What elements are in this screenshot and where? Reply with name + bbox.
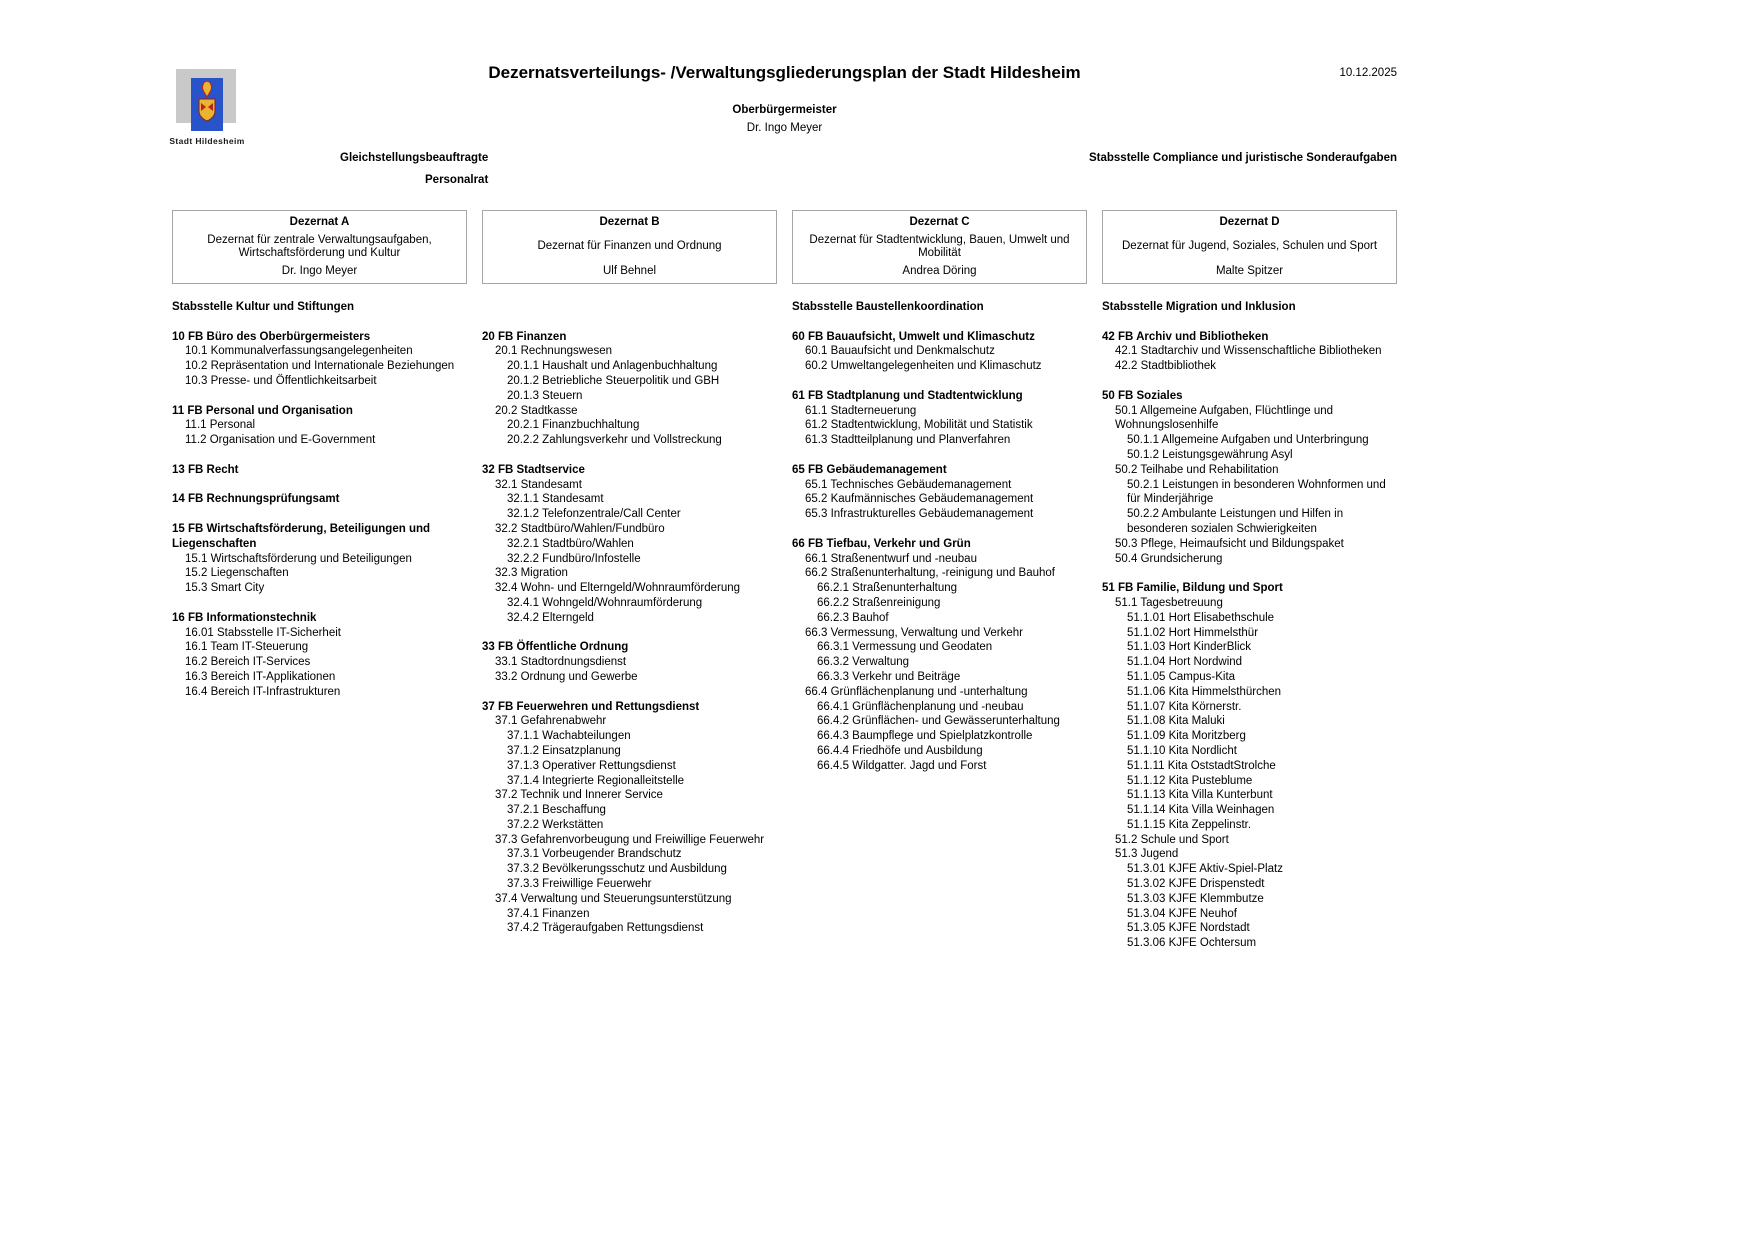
org-unit-item: 51.1.08 Kita Maluki bbox=[1127, 715, 1225, 728]
org-unit-item: 51.1.01 Hort Elisabethschule bbox=[1127, 611, 1275, 624]
org-unit-item: 51.1.10 Kita Nordlicht bbox=[1127, 744, 1237, 757]
org-unit-item: 15.2 Liegenschaften bbox=[185, 567, 289, 580]
staff-equal-opportunity-label: Gleichstellungsbeauftragte bbox=[340, 152, 489, 164]
org-unit-item: 10 FB Büro des Oberbürgermeisters bbox=[172, 330, 371, 343]
org-unit-item: 66.4.4 Friedhöfe und Ausbildung bbox=[817, 744, 983, 757]
mayor-title: Oberbürgermeister bbox=[732, 104, 837, 116]
dezernat-c-org-list bbox=[792, 300, 1087, 774]
org-unit-item: 51.2 Schule und Sport bbox=[1115, 833, 1229, 846]
org-unit-item: 16.01 Stabsstelle IT-Sicherheit bbox=[185, 626, 341, 639]
org-unit-item: 51.1.07 Kita Körnerstr. bbox=[1127, 700, 1242, 713]
org-unit-item: 37.2 Technik und Innerer Service bbox=[495, 789, 663, 802]
org-unit-item: 51.1.04 Hort Nordwind bbox=[1127, 656, 1243, 669]
org-section bbox=[1102, 330, 1397, 374]
org-unit-item: 33 FB Öffentliche Ordnung bbox=[482, 641, 629, 654]
org-section bbox=[792, 389, 1087, 448]
org-unit-item: 32.3 Migration bbox=[495, 567, 568, 580]
org-unit-item: 37.3.3 Freiwillige Feuerwehr bbox=[507, 878, 652, 891]
org-unit-item: 14 FB Rechnungsprüfungsamt bbox=[172, 493, 340, 506]
org-section bbox=[482, 300, 777, 315]
org-unit-item: 37.2.1 Beschaffung bbox=[507, 804, 606, 817]
org-unit-item: 51.3.05 KJFE Nordstadt bbox=[1127, 922, 1250, 935]
org-unit-item: 15.1 Wirtschaftsförderung und Beteiligungen bbox=[185, 552, 412, 565]
dezernat-box-title: Dezernat B bbox=[599, 216, 660, 228]
org-unit-item: 37.3.1 Vorbeugender Brandschutz bbox=[507, 848, 682, 861]
org-unit-item: 20.2.2 Zahlungsverkehr und Vollstreckung bbox=[507, 434, 722, 447]
org-unit-item: 37.2.2 Werkstätten bbox=[507, 818, 604, 831]
dezernat-box-description: Dezernat für Jugend, Soziales, Schulen und Sport bbox=[1121, 240, 1378, 253]
dezernat-box-head-name: Malte Spitzer bbox=[1215, 264, 1284, 277]
dezernat-box-description: Dezernat für zentrale Verwaltungsaufgaben, Wirtschaftsförderung und Kultur bbox=[207, 233, 432, 259]
org-unit-item: Stabsstelle Baustellenkoordination bbox=[792, 301, 984, 313]
org-unit-item: 20.1.2 Betriebliche Steuerpolitik und GBH bbox=[507, 374, 720, 387]
org-unit-item: 66.3.1 Vermessung und Geodaten bbox=[817, 641, 993, 654]
org-unit-item: 51.3.04 KJFE Neuhof bbox=[1127, 907, 1237, 920]
org-unit-item: 50.2.1 Leistungen in besonderen Wohnformen und für Minderjährige bbox=[1127, 478, 1386, 506]
org-unit-item: 51.1.13 Kita Villa Kunterbunt bbox=[1127, 789, 1273, 802]
org-unit-item: 61 FB Stadtplanung und Stadtentwicklung bbox=[792, 389, 1023, 402]
dezernat-column-d bbox=[1102, 210, 1397, 966]
org-section bbox=[482, 700, 777, 937]
org-unit-item: 37.3.2 Bevölkerungsschutz und Ausbildung bbox=[507, 863, 727, 876]
org-section bbox=[1102, 389, 1397, 567]
org-unit-item: 32.1.2 Telefonzentrale/Call Center bbox=[507, 508, 681, 521]
org-unit-item: 50 FB Soziales bbox=[1102, 389, 1183, 402]
org-section bbox=[172, 611, 467, 700]
org-unit-item: 33.2 Ordnung und Gewerbe bbox=[495, 670, 638, 683]
org-unit-item: 66.2.3 Bauhof bbox=[817, 611, 889, 624]
org-unit-item: 50.1.1 Allgemeine Aufgaben und Unterbringung bbox=[1127, 434, 1369, 447]
org-unit-item: 60.2 Umweltangelegenheiten und Klimaschutz bbox=[805, 360, 1042, 373]
org-unit-item: 16.1 Team IT-Steuerung bbox=[185, 641, 309, 654]
dezernat-box-description: Dezernat für Stadtentwicklung, Bauen, Umwelt und Mobilität bbox=[809, 233, 1070, 259]
org-unit-item: 32.4.2 Elterngeld bbox=[507, 611, 594, 624]
org-unit-item: 20 FB Finanzen bbox=[482, 330, 567, 343]
dezernat-box-head-name: Andrea Döring bbox=[902, 264, 977, 277]
org-unit-item: 51 FB Familie, Bildung und Sport bbox=[1102, 582, 1283, 595]
org-unit-item: 32.2 Stadtbüro/Wahlen/Fundbüro bbox=[495, 522, 665, 535]
org-section bbox=[172, 404, 467, 448]
org-unit-item: 66.4 Grünflächenplanung und -unterhaltung bbox=[805, 685, 1028, 698]
org-unit-item: 66.4.3 Baumpflege und Spielplatzkontrolle bbox=[817, 730, 1033, 743]
org-unit-item: 66.4.2 Grünflächen- und Gewässerunterhaltung bbox=[817, 715, 1060, 728]
org-unit-item: 66.2 Straßenunterhaltung, -reinigung und Bauhof bbox=[805, 567, 1055, 580]
org-unit-item: Stabsstelle Migration und Inklusion bbox=[1102, 301, 1296, 313]
dezernat-a-box bbox=[172, 210, 467, 284]
org-unit-item: 37.4.1 Finanzen bbox=[507, 907, 590, 920]
org-unit-item: 51.1.06 Kita Himmelsthürchen bbox=[1127, 685, 1282, 698]
org-unit-item: 32 FB Stadtservice bbox=[482, 463, 585, 476]
org-unit-item: 51.1.14 Kita Villa Weinhagen bbox=[1127, 804, 1275, 817]
org-unit-item: 42.2 Stadtbibliothek bbox=[1115, 360, 1217, 373]
org-unit-item: 20.2.1 Finanzbuchhaltung bbox=[507, 419, 640, 432]
org-unit-item: 51.1.11 Kita OststadtStrolche bbox=[1127, 759, 1276, 772]
org-unit-item: 66 FB Tiefbau, Verkehr und Grün bbox=[792, 537, 971, 550]
dezernat-box-title: Dezernat C bbox=[909, 216, 970, 228]
org-unit-item: 10.3 Presse- und Öffentlichkeitsarbeit bbox=[185, 374, 377, 387]
org-section bbox=[172, 463, 467, 478]
org-unit-item: 50.3 Pflege, Heimaufsicht und Bildungspaket bbox=[1115, 537, 1344, 550]
org-unit-item: 32.1.1 Standesamt bbox=[507, 493, 604, 506]
org-unit-item: 51.1.12 Kita Pusteblume bbox=[1127, 774, 1253, 787]
org-unit-item: 66.4.5 Wildgatter. Jagd und Forst bbox=[817, 759, 987, 772]
org-unit-item: 37.1.2 Einsatzplanung bbox=[507, 744, 621, 757]
org-section bbox=[172, 300, 467, 315]
org-unit-item: 50.4 Grundsicherung bbox=[1115, 552, 1223, 565]
org-unit-item: 50.2 Teilhabe und Rehabilitation bbox=[1115, 463, 1279, 476]
org-unit-item: 10.2 Repräsentation und Internationale Beziehungen bbox=[185, 360, 455, 373]
org-unit-item: 37.4.2 Trägeraufgaben Rettungsdienst bbox=[507, 922, 704, 935]
org-unit-item: 65.3 Infrastrukturelles Gebäudemanagement bbox=[805, 508, 1034, 521]
dezernat-box-title: Dezernat D bbox=[1219, 216, 1280, 228]
org-unit-item: 11.2 Organisation und E-Government bbox=[185, 434, 376, 447]
org-unit-item: 10.1 Kommunalverfassungsangelegenheiten bbox=[185, 345, 413, 358]
org-unit-item: 65.1 Technisches Gebäudemanagement bbox=[805, 478, 1012, 491]
org-unit-item: 37.1.1 Wachabteilungen bbox=[507, 730, 631, 743]
org-unit-item: 20.2 Stadtkasse bbox=[495, 404, 578, 417]
org-unit-item: 66.4.1 Grünflächenplanung und -neubau bbox=[817, 700, 1024, 713]
org-section bbox=[1102, 581, 1397, 951]
org-unit-item: 37.3 Gefahrenvorbeugung und Freiwillige Feuerwehr bbox=[495, 833, 765, 846]
org-unit-item: 51.3.02 KJFE Drispenstedt bbox=[1127, 878, 1265, 891]
dezernat-d-org-list bbox=[1102, 300, 1397, 951]
org-section bbox=[172, 522, 467, 596]
org-unit-item: 66.2.1 Straßenunterhaltung bbox=[817, 582, 958, 595]
org-unit-item: 20.1 Rechnungswesen bbox=[495, 345, 612, 358]
org-unit-item: 32.1 Standesamt bbox=[495, 478, 582, 491]
org-unit-item: 37 FB Feuerwehren und Rettungsdienst bbox=[482, 700, 700, 713]
date-label: 10.12.2025 bbox=[1339, 67, 1397, 79]
org-unit-item: 33.1 Stadtordnungsdienst bbox=[495, 656, 627, 669]
org-unit-item: 61.1 Stadterneuerung bbox=[805, 404, 917, 417]
org-unit-item: 37.4 Verwaltung und Steuerungsunterstützung bbox=[495, 892, 732, 905]
org-section bbox=[792, 300, 1087, 315]
org-unit-item: 42.1 Stadtarchiv und Wissenschaftliche Bibliotheken bbox=[1115, 345, 1382, 358]
org-unit-item: 32.4.1 Wohngeld/Wohnraumförderung bbox=[507, 596, 703, 609]
org-unit-item: 51.3.03 KJFE Klemmbutze bbox=[1127, 892, 1264, 905]
dezernat-a-org-list bbox=[172, 300, 467, 700]
org-unit-item: 51.3 Jugend bbox=[1115, 848, 1179, 861]
org-unit-item: 66.1 Straßenentwurf und -neubau bbox=[805, 552, 977, 565]
logo-caption: Stadt Hildesheim bbox=[169, 136, 245, 146]
org-unit-item: 50.2.2 Ambulante Leistungen und Hilfen in besonderen sozialen Schwierigkeiten bbox=[1127, 508, 1344, 535]
org-unit-item: 61.2 Stadtentwicklung, Mobilität und Statistik bbox=[805, 419, 1033, 432]
org-unit-item: 65 FB Gebäudemanagement bbox=[792, 463, 947, 476]
mayor-name: Dr. Ingo Meyer bbox=[746, 122, 823, 134]
org-unit-item: 66.3.3 Verkehr und Beiträge bbox=[817, 670, 961, 683]
dezernat-column-b bbox=[482, 210, 777, 951]
org-unit-item: 51.1 Tagesbetreuung bbox=[1115, 596, 1223, 609]
org-unit-item: 32.2.2 Fundbüro/Infostelle bbox=[507, 552, 641, 565]
org-section bbox=[172, 492, 467, 507]
org-unit-item: 51.1.09 Kita Moritzberg bbox=[1127, 730, 1246, 743]
org-unit-item: 37.1.4 Integrierte Regionalleitstelle bbox=[507, 774, 685, 787]
org-section bbox=[172, 330, 467, 389]
org-unit-item: 16.4 Bereich IT-Infrastrukturen bbox=[185, 685, 341, 698]
staff-personnel-council-label: Personalrat bbox=[425, 174, 489, 186]
org-unit-item: 32.2.1 Stadtbüro/Wahlen bbox=[507, 537, 634, 550]
org-section bbox=[1102, 300, 1397, 315]
org-unit-item: 51.3.01 KJFE Aktiv-Spiel-Platz bbox=[1127, 863, 1283, 876]
dezernat-b-box bbox=[482, 210, 777, 284]
dezernat-b-org-list bbox=[482, 300, 777, 936]
org-unit-item: 60 FB Bauaufsicht, Umwelt und Klimaschutz bbox=[792, 330, 1035, 343]
dezernat-box-title: Dezernat A bbox=[289, 216, 350, 228]
dezernat-box-head-name: Dr. Ingo Meyer bbox=[281, 264, 358, 277]
dezernat-box-description: Dezernat für Finanzen und Ordnung bbox=[537, 240, 722, 253]
org-section bbox=[482, 463, 777, 626]
org-unit-item: 66.3.2 Verwaltung bbox=[817, 656, 910, 669]
org-unit-item: 32.4 Wohn- und Elterngeld/Wohnraumförderung bbox=[495, 582, 741, 595]
dezernat-c-box bbox=[792, 210, 1087, 284]
org-unit-item: 65.2 Kaufmännisches Gebäudemanagement bbox=[805, 493, 1034, 506]
dezernat-box-head-name: Ulf Behnel bbox=[602, 264, 657, 277]
org-unit-item: 60.1 Bauaufsicht und Denkmalschutz bbox=[805, 345, 995, 358]
org-unit-item: 50.1.2 Leistungsgewährung Asyl bbox=[1127, 448, 1293, 461]
org-section bbox=[482, 640, 777, 684]
org-unit-item: 51.3.06 KJFE Ochtersum bbox=[1127, 937, 1257, 950]
org-unit-item: 37.1.3 Operativer Rettungsdienst bbox=[507, 759, 676, 772]
org-unit-item: 16.3 Bereich IT-Applikationen bbox=[185, 670, 336, 683]
org-unit-item: 51.1.02 Hort Himmelsthür bbox=[1127, 626, 1259, 639]
org-unit-item: 16.2 Bereich IT-Services bbox=[185, 656, 311, 669]
org-unit-item: Stabsstelle Kultur und Stiftungen bbox=[172, 301, 355, 313]
org-unit-item: 16 FB Informationstechnik bbox=[172, 611, 317, 624]
org-unit-item: 50.1 Allgemeine Aufgaben, Flüchtlinge und Wohnungslosenhilfe bbox=[1115, 404, 1334, 432]
org-unit-item: 51.1.03 Hort KinderBlick bbox=[1127, 641, 1252, 654]
dezernat-column-a bbox=[172, 210, 467, 714]
org-unit-item: 51.1.05 Campus-Kita bbox=[1127, 670, 1236, 683]
org-section bbox=[792, 537, 1087, 774]
org-unit-item: 20.1.3 Steuern bbox=[507, 389, 583, 402]
dezernat-columns bbox=[172, 210, 1397, 966]
org-section bbox=[792, 330, 1087, 374]
org-unit-item: 66.2.2 Straßenreinigung bbox=[817, 596, 941, 609]
org-unit-item: 66.3 Vermessung, Verwaltung und Verkehr bbox=[805, 626, 1024, 639]
dezernat-column-c bbox=[792, 210, 1087, 788]
dezernat-d-box bbox=[1102, 210, 1397, 284]
org-unit-item: 37.1 Gefahrenabwehr bbox=[495, 715, 607, 728]
org-unit-item: 51.1.15 Kita Zeppelinstr. bbox=[1127, 818, 1252, 831]
org-unit-item: 11.1 Personal bbox=[185, 419, 256, 432]
org-unit-item: 20.1.1 Haushalt und Anlagenbuchhaltung bbox=[507, 360, 718, 373]
org-section bbox=[792, 463, 1087, 522]
org-section bbox=[482, 330, 777, 448]
org-unit-item: 42 FB Archiv und Bibliotheken bbox=[1102, 330, 1269, 343]
org-unit-item: 15 FB Wirtschaftsförderung, Beteiligungen und Liegenschaften bbox=[172, 522, 431, 550]
org-unit-item: 61.3 Stadtteilplanung und Planverfahren bbox=[805, 434, 1011, 447]
org-unit-item: 11 FB Personal und Organisation bbox=[172, 404, 353, 417]
org-unit-item: 13 FB Recht bbox=[172, 463, 239, 476]
staff-compliance-label: Stabsstelle Compliance und juristische Sonderaufgaben bbox=[1088, 152, 1397, 164]
org-unit-item: 15.3 Smart City bbox=[185, 582, 265, 595]
page-title: Dezernatsverteilungs- /Verwaltungsgliederungsplan der Stadt Hildesheim bbox=[488, 63, 1081, 82]
